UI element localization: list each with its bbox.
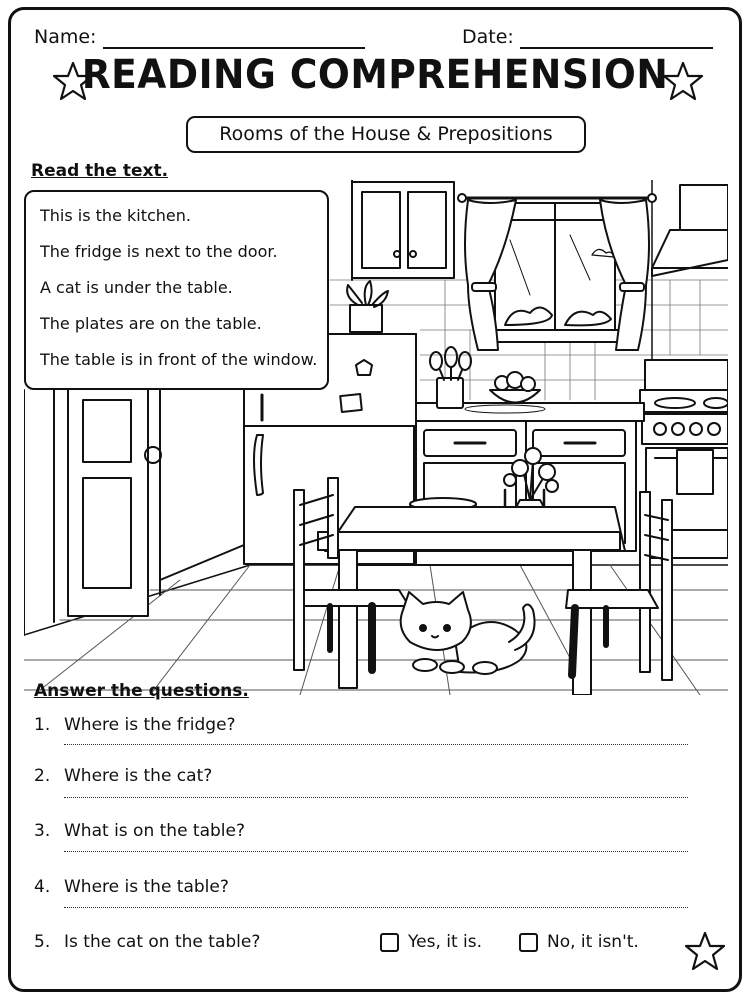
question-number: 2. [34, 766, 51, 786]
option-no[interactable] [519, 932, 639, 952]
reading-line: This is the kitchen. [40, 206, 191, 225]
questions-heading: Answer the questions. [34, 681, 249, 701]
question-number: 1. [34, 715, 51, 735]
reading-text-box [24, 190, 329, 390]
star-icon [662, 60, 704, 102]
question-4 [34, 877, 229, 897]
question-3 [34, 821, 245, 841]
option-label: No, it isn't. [547, 932, 639, 952]
question-number: 5. [34, 932, 51, 952]
question-text: Where is the cat? [64, 766, 213, 786]
answer-line-1[interactable] [64, 744, 688, 745]
question-text: Is the cat on the table? [64, 932, 261, 952]
star-icon [684, 930, 726, 972]
question-text: Where is the fridge? [64, 715, 236, 735]
reading-heading: Read the text. [31, 161, 169, 181]
name-field[interactable] [103, 47, 365, 49]
checkbox-icon[interactable] [380, 933, 399, 952]
name-label: Name: [34, 26, 97, 48]
option-yes[interactable] [380, 932, 482, 952]
answer-line-3[interactable] [64, 851, 688, 852]
reading-line: The fridge is next to the door. [40, 242, 278, 261]
date-label: Date: [462, 26, 514, 48]
reading-line: A cat is under the table. [40, 278, 233, 297]
reading-line: The plates are on the table. [40, 314, 262, 333]
question-2 [34, 766, 212, 786]
cat-icon [401, 592, 535, 674]
answer-line-4[interactable] [64, 907, 688, 908]
reading-line: The table is in front of the window. [40, 350, 318, 369]
page-title: READING COMPREHENSION [81, 52, 669, 98]
question-text: What is on the table? [64, 821, 246, 841]
question-text: Where is the table? [64, 877, 229, 897]
question-number: 4. [34, 877, 51, 897]
question-number: 3. [34, 821, 51, 841]
option-label: Yes, it is. [408, 932, 483, 952]
question-5 [34, 932, 260, 952]
checkbox-icon[interactable] [519, 933, 538, 952]
date-field[interactable] [520, 47, 713, 49]
subtitle: Rooms of the House & Prepositions [186, 116, 586, 153]
answer-line-2[interactable] [64, 797, 688, 798]
question-1 [34, 715, 236, 735]
